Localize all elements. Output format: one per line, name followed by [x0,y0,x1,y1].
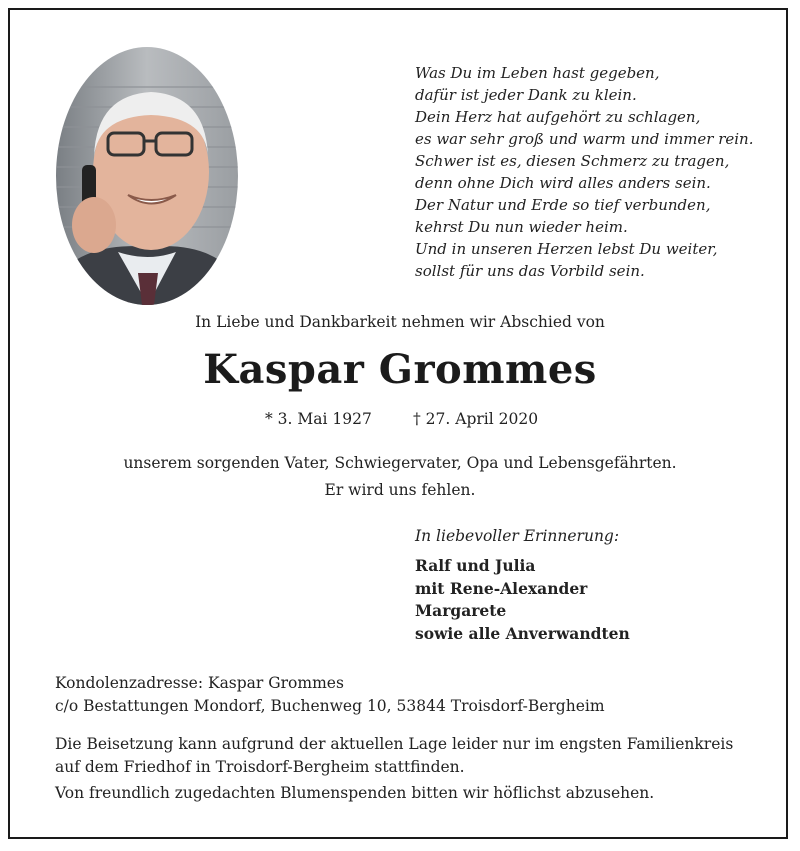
address-line: c/o Bestattungen Mondorf, Buchenweg 10, 53844 Troisdorf-Bergheim [55,696,605,715]
relation-line: unserem sorgenden Vater, Schwiegervater, Opa und Lebensgefährten. [123,454,677,472]
survivor-item: Ralf und Julia [415,556,536,575]
poem-line: denn ohne Dich wird alles anders sein. [415,174,711,192]
relation-text [0,450,800,504]
notice-line: auf dem Friedhof in Troisdorf-Bergheim stattfinden. [55,757,465,776]
poem-line: dafür ist jeder Dank zu klein. [415,86,637,104]
poem-line: Dein Herz hat aufgehört zu schlagen, [415,108,701,126]
burial-notice [55,733,733,778]
birth-date: * 3. Mai 1927 [265,410,372,428]
poem-line: sollst für uns das Vorbild sein. [415,262,645,280]
memory-heading: In liebevoller Erinnerung: [415,527,620,545]
poem-line: Und in unseren Herzen lebst Du weiter, [415,240,718,258]
survivors-list [415,555,630,645]
poem-line: es war sehr groß und warm und immer rein. [415,130,754,148]
deceased-name: Kaspar Grommes [203,346,597,393]
survivor-item: Margarete [415,601,507,620]
poem [415,62,754,282]
portrait-photo [56,47,238,305]
address-line: Kondolenzadresse: Kaspar Grommes [55,674,344,692]
death-date: † 27. April 2020 [413,410,539,428]
poem-line: Schwer ist es, diesen Schmerz zu tragen, [415,152,730,170]
poem-line: Der Natur und Erde so tief verbunden, [415,196,711,214]
intro-text: In Liebe und Dankbarkeit nehmen wir Abschied von [195,313,605,331]
notice-line: Die Beisetzung kann aufgrund der aktuellen Lage leider nur im engsten Familienkreis [55,735,734,753]
survivor-item: sowie alle Anverwandten [415,623,630,643]
poem-line: kehrst Du nun wieder heim. [415,218,628,236]
condolence-address [55,672,605,717]
flower-notice: Von freundlich zugedachten Blumenspenden bitten wir höflichst abzusehen. [55,784,655,802]
relation-line: Er wird uns fehlen. [324,481,476,499]
poem-line: Was Du im Leben hast gegeben, [415,64,660,82]
survivor-item: mit Rene-Alexander [415,578,588,598]
